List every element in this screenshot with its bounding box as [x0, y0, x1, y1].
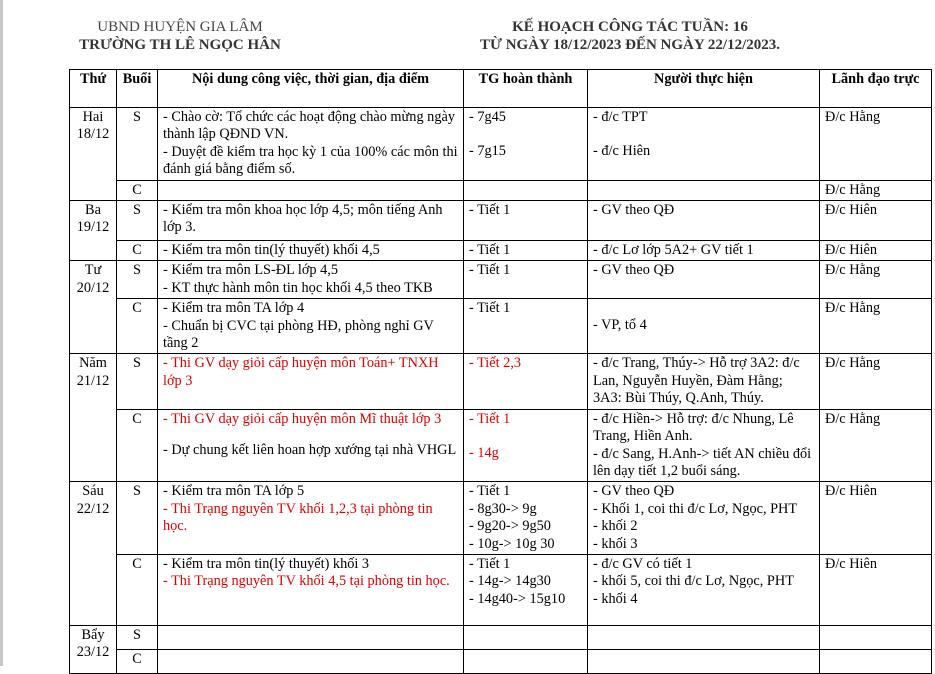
day-date: 19/12 — [76, 219, 110, 236]
table-row — [70, 354, 932, 409]
time: - 14g40-> 15g10 — [469, 590, 566, 607]
day-cell — [70, 261, 117, 354]
person: - GV theo QĐ — [593, 202, 675, 219]
table-row — [70, 649, 932, 673]
content-cell — [158, 180, 464, 200]
task: - Kiểm tra môn tin(lý thuyết) khối 3 — [163, 555, 370, 572]
task: - Chuẩn bị CVC tại phòng HĐ, phòng nghỉ GV tầng 2 — [163, 317, 434, 352]
session-cell: S — [117, 625, 158, 649]
task: - Thi Trạng nguyên TV khối 1,2,3 tại phòng tin học. — [163, 500, 433, 535]
col-header-time: TG hoàn thành — [464, 70, 588, 108]
person: - khối 5, coi thi đ/c Lơ, Ngọc, PHT — [593, 573, 794, 590]
spacer — [593, 126, 814, 143]
spacer — [593, 300, 814, 317]
time-cell — [464, 299, 588, 354]
table-row — [70, 201, 932, 241]
time: - Tiết 1 — [469, 483, 511, 500]
session-cell: C — [117, 299, 158, 354]
person-cell — [588, 108, 820, 181]
person: - đ/c Lơ lớp 5A2+ GV tiết 1 — [593, 242, 754, 259]
person-cell — [588, 554, 820, 625]
table-row — [70, 261, 932, 299]
leader-cell — [820, 625, 932, 649]
person-cell — [588, 299, 820, 354]
time: - 10g-> 10g 30 — [469, 535, 555, 552]
time-cell — [464, 482, 588, 555]
person-cell — [588, 649, 820, 673]
leader-cell: Đ/c Hiên — [820, 554, 932, 625]
table-row — [70, 625, 932, 649]
time-cell — [464, 180, 588, 200]
task: - Dự chung kết liên hoan hợp xướng tại nhà VHGL — [163, 442, 457, 459]
leader-cell: Đ/c Hiên — [820, 482, 932, 555]
leader-cell: Đ/c Hằng — [820, 409, 932, 482]
task: - Thi Trạng nguyên TV khối 4,5 tại phòng tin học. — [163, 573, 450, 590]
col-header-person: Người thực hiện — [588, 70, 820, 108]
time: - 14g — [469, 445, 499, 462]
time-cell — [464, 649, 588, 673]
day-name: Sáu — [82, 483, 104, 500]
session-cell: C — [117, 241, 158, 261]
task: - KT thực hành môn tin học khối 4,5 theo TKB — [163, 279, 433, 296]
person: - khối 4 — [593, 590, 638, 607]
person: - GV theo QĐ — [593, 262, 675, 279]
time-cell — [464, 354, 588, 409]
content-cell — [158, 554, 464, 625]
table-row — [70, 482, 932, 555]
task: - Thi GV dạy giỏi cấp huyện môn Mĩ thuật lớp 3 — [163, 410, 442, 427]
col-header-day: Thứ — [70, 70, 117, 108]
time: - Tiết 1 — [469, 300, 511, 317]
day-name: Ba — [85, 202, 101, 219]
person-cell — [588, 354, 820, 409]
table-row — [70, 299, 932, 354]
person-cell — [588, 409, 820, 482]
day-date: 18/12 — [76, 126, 110, 143]
day-cell — [70, 108, 117, 201]
time: - 9g20-> 9g50 — [469, 518, 551, 535]
task: - Kiểm tra môn khoa học lớp 4,5; môn tiếng Anh lớp 3. — [163, 202, 443, 236]
session-cell: C — [117, 554, 158, 625]
person: - đ/c Trang, Thúy-> Hỗ trợ 3A2: đ/c Lan, Nguyễn Huyền, Đàm Hằng; 3A3: Bùi Thúy, Q.Anh, Thúy. — [593, 355, 800, 407]
person: - Khối 1, coi thi đ/c Lơ, Ngọc, PHT — [593, 500, 798, 517]
person: - đ/c TPT — [593, 109, 648, 125]
time-cell — [464, 554, 588, 625]
time: - Tiết 1 — [469, 262, 511, 279]
weekly-plan-table — [69, 69, 932, 674]
content-cell — [158, 299, 464, 354]
person: - VP, tổ 4 — [593, 317, 647, 334]
leader-cell: Đ/c Hiên — [820, 201, 932, 241]
task: - Thi GV dạy giỏi cấp huyện môn Toán+ TNXH lớp 3 — [163, 355, 439, 389]
day-cell — [70, 625, 117, 673]
time-cell — [464, 201, 588, 241]
session-cell: S — [117, 482, 158, 555]
task: - Duyệt đề kiểm tra học kỳ 1 của 100% các môn thi đánh giá bằng điểm số. — [163, 143, 458, 178]
person-cell — [588, 482, 820, 555]
content-cell — [158, 625, 464, 649]
content-cell — [158, 482, 464, 555]
leader-cell — [820, 649, 932, 673]
time: - 7g45 — [469, 109, 506, 125]
content-cell — [158, 201, 464, 241]
time-cell — [464, 625, 588, 649]
task: - Kiểm tra môn tin(lý thuyết) khối 4,5 — [163, 242, 380, 259]
school-header — [60, 18, 300, 54]
person: - GV theo QĐ — [593, 483, 675, 500]
session-cell: S — [117, 201, 158, 241]
table-row — [70, 409, 932, 482]
session-cell: S — [117, 261, 158, 299]
day-name: Bẩy — [81, 626, 105, 643]
person-cell — [588, 180, 820, 200]
table-row — [70, 241, 932, 261]
time: - 8g30-> 9g — [469, 500, 537, 517]
content-cell — [158, 108, 464, 181]
task: - Kiểm tra môn LS-ĐL lớp 4,5 — [163, 262, 338, 279]
col-header-session: Buổi — [117, 70, 158, 108]
person: - đ/c Hiên — [593, 143, 651, 160]
table-row — [70, 554, 932, 625]
person: - đ/c GV có tiết 1 — [593, 555, 693, 572]
content-cell — [158, 354, 464, 409]
time-cell — [464, 241, 588, 261]
district-name: UBND HUYỆN GIA LÂM — [97, 19, 263, 35]
day-date: 21/12 — [76, 372, 110, 389]
page-edge — [0, 0, 3, 666]
leader-cell: Đ/c Hằng — [820, 354, 932, 409]
spacer — [163, 428, 458, 442]
content-cell — [158, 241, 464, 261]
leader-cell: Đ/c Hằng — [820, 180, 932, 200]
session-cell: C — [117, 649, 158, 673]
person-cell — [588, 261, 820, 299]
col-header-leader: Lãnh đạo trực — [820, 70, 932, 108]
task: - Kiểm tra môn TA lớp 5 — [163, 483, 305, 500]
content-cell — [158, 649, 464, 673]
plan-date-range: TỪ NGÀY 18/12/2023 ĐẾN NGÀY 22/12/2023. — [480, 37, 780, 53]
time: - 7g15 — [469, 143, 506, 160]
leader-cell: Đ/c Hằng — [820, 108, 932, 181]
table-header-row — [70, 70, 932, 108]
person-cell — [588, 201, 820, 241]
person-cell — [588, 241, 820, 261]
table-row — [70, 108, 932, 181]
plan-week-title: KẾ HOẠCH CÔNG TÁC TUẦN: 16 — [512, 19, 748, 35]
person: - đ/c Hiền-> Hỗ trợ: đ/c Nhung, Lê Trang, Hiền Anh. — [593, 410, 794, 445]
content-cell — [158, 261, 464, 299]
col-header-content: Nội dung công việc, thời gian, địa điểm — [158, 70, 464, 108]
table-row — [70, 180, 932, 200]
session-cell: C — [117, 180, 158, 200]
person-cell — [588, 625, 820, 649]
day-cell — [70, 354, 117, 482]
time: - Tiết 2,3 — [469, 355, 522, 372]
spacer — [469, 126, 582, 143]
plan-title — [445, 18, 815, 54]
content-cell — [158, 409, 464, 482]
time-cell — [464, 108, 588, 181]
leader-cell: Đ/c Hằng — [820, 261, 932, 299]
session-cell: S — [117, 354, 158, 409]
day-cell — [70, 482, 117, 626]
time-cell — [464, 261, 588, 299]
day-date: 20/12 — [76, 279, 110, 296]
time: - Tiết 1 — [469, 242, 511, 259]
school-name: TRƯỜNG TH LÊ NGỌC HÂN — [79, 37, 281, 53]
time: - Tiết 1 — [469, 410, 511, 427]
day-cell — [70, 201, 117, 261]
day-name: Tư — [84, 262, 102, 279]
task: - Chào cờ: Tổ chức các hoạt động chào mừng ngày thành lập QĐND VN. — [163, 109, 455, 143]
time: - Tiết 1 — [469, 202, 511, 219]
time-cell — [464, 409, 588, 482]
day-name: Hai — [82, 109, 104, 125]
person: - khối 2 — [593, 518, 638, 535]
time: - 14g-> 14g30 — [469, 573, 551, 590]
leader-cell: Đ/c Hằng — [820, 299, 932, 354]
day-name: Năm — [79, 355, 107, 372]
session-cell: S — [117, 108, 158, 181]
person: - đ/c Sang, H.Anh-> tiết AN chiều đổi lên dạy tiết 1,2 buổi sáng. — [593, 445, 812, 479]
spacer — [469, 428, 582, 445]
day-date: 22/12 — [76, 500, 110, 517]
session-cell: C — [117, 409, 158, 482]
day-date: 23/12 — [76, 644, 110, 661]
leader-cell: Đ/c Hiên — [820, 241, 932, 261]
time: - Tiết 1 — [469, 555, 511, 572]
task: - Kiểm tra môn TA lớp 4 — [163, 300, 305, 317]
person: - khối 3 — [593, 535, 638, 552]
